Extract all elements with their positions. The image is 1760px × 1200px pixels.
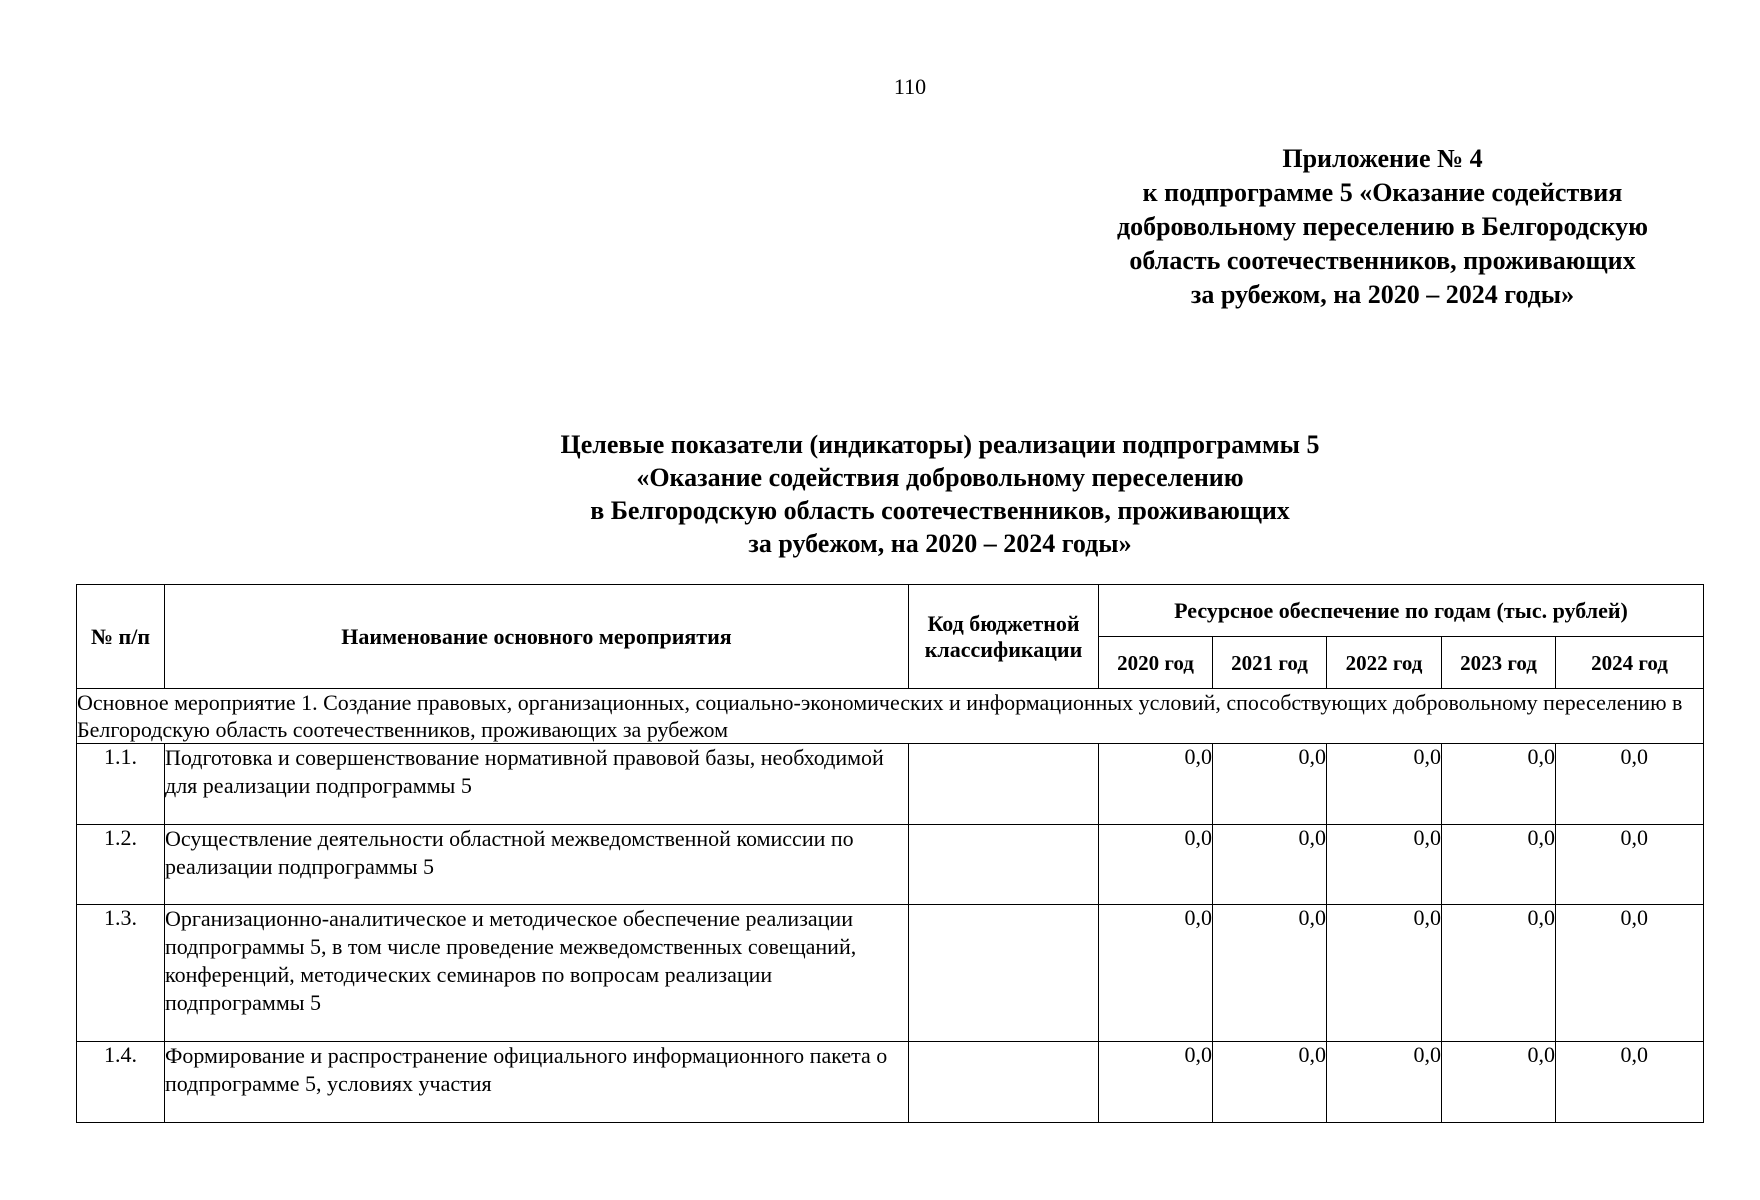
row-num: 1.4. [77,1042,165,1123]
row-value: 0,0 [1099,825,1213,905]
indicators-table [76,584,1704,1123]
row-value: 0,0 [1556,905,1704,1042]
table-row [77,744,1704,825]
row-value: 0,0 [1327,1042,1442,1123]
row-value: 0,0 [1213,905,1327,1042]
row-code [909,905,1099,1042]
row-name: Подготовка и совершенствование нормативной правовой базы, необходимой для реализации подпрограммы 5 [165,744,909,825]
row-num: 1.1. [77,744,165,825]
row-value: 0,0 [1556,1042,1704,1123]
header-code: Код бюджетной классификации [909,585,1099,689]
row-value: 0,0 [1556,825,1704,905]
appendix-heading [1075,142,1690,312]
title-line: Целевые показатели (индикаторы) реализации подпрограммы 5 [560,430,1320,459]
row-value: 0,0 [1213,825,1327,905]
row-code [909,744,1099,825]
row-code [909,1042,1099,1123]
row-value: 0,0 [1556,744,1704,825]
page-number: 110 [893,74,927,99]
header-year: 2024 год [1556,637,1704,689]
row-value: 0,0 [1099,905,1213,1042]
section-row [77,689,1704,744]
row-value: 0,0 [1099,1042,1213,1123]
table-row [77,905,1704,1042]
appendix-line: за рубежом, на 2020 – 2024 годы» [1190,280,1575,309]
table-row [77,825,1704,905]
row-value: 0,0 [1213,1042,1327,1123]
header-year: 2022 год [1327,637,1442,689]
header-name: Наименование основного мероприятия [165,585,909,689]
row-value: 0,0 [1099,744,1213,825]
row-value: 0,0 [1442,744,1556,825]
title-line: в Белгородскую область соотечественников, проживающих [590,496,1290,525]
header-year: 2020 год [1099,637,1213,689]
header-year: 2021 год [1213,637,1327,689]
row-value: 0,0 [1327,905,1442,1042]
header-resources: Ресурсное обеспечение по годам (тыс. рублей) [1099,585,1704,637]
title-line: за рубежом, на 2020 – 2024 годы» [748,529,1132,558]
row-code [909,825,1099,905]
row-value: 0,0 [1442,905,1556,1042]
row-name: Формирование и распространение официального информационного пакета о подпрограмме 5, условиях участия [165,1042,909,1123]
row-name: Осуществление деятельности областной межведомственной комиссии по реализации подпрограммы 5 [165,825,909,905]
row-num: 1.2. [77,825,165,905]
table-row [77,1042,1704,1123]
document-title [380,428,1500,560]
appendix-line: Приложение № 4 [1282,144,1483,173]
row-value: 0,0 [1327,744,1442,825]
row-num: 1.3. [77,905,165,1042]
appendix-line: к подпрограмме 5 «Оказание содействия [1142,178,1623,207]
row-value: 0,0 [1213,744,1327,825]
appendix-line: добровольному переселению в Белгородскую [1116,212,1649,241]
row-value: 0,0 [1442,825,1556,905]
row-name: Организационно-аналитическое и методическое обеспечение реализации подпрограммы 5, в том числе проведение межведомственных совещаний, конференций, методических семинаров по вопросам реализации подпрограммы 5 [165,905,909,1042]
title-line: «Оказание содействия добровольному переселению [636,463,1244,492]
row-value: 0,0 [1442,1042,1556,1123]
row-value: 0,0 [1327,825,1442,905]
section-title: Основное мероприятие 1. Создание правовых, организационных, социально-экономических и информационных условий, способствующих добровольному переселению в Белгородскую область соотечественников, проживающих за рубежом [77,689,1704,744]
header-num: № п/п [77,585,165,689]
header-row [77,585,1704,637]
header-year: 2023 год [1442,637,1556,689]
appendix-line: область соотечественников, проживающих [1129,246,1636,275]
